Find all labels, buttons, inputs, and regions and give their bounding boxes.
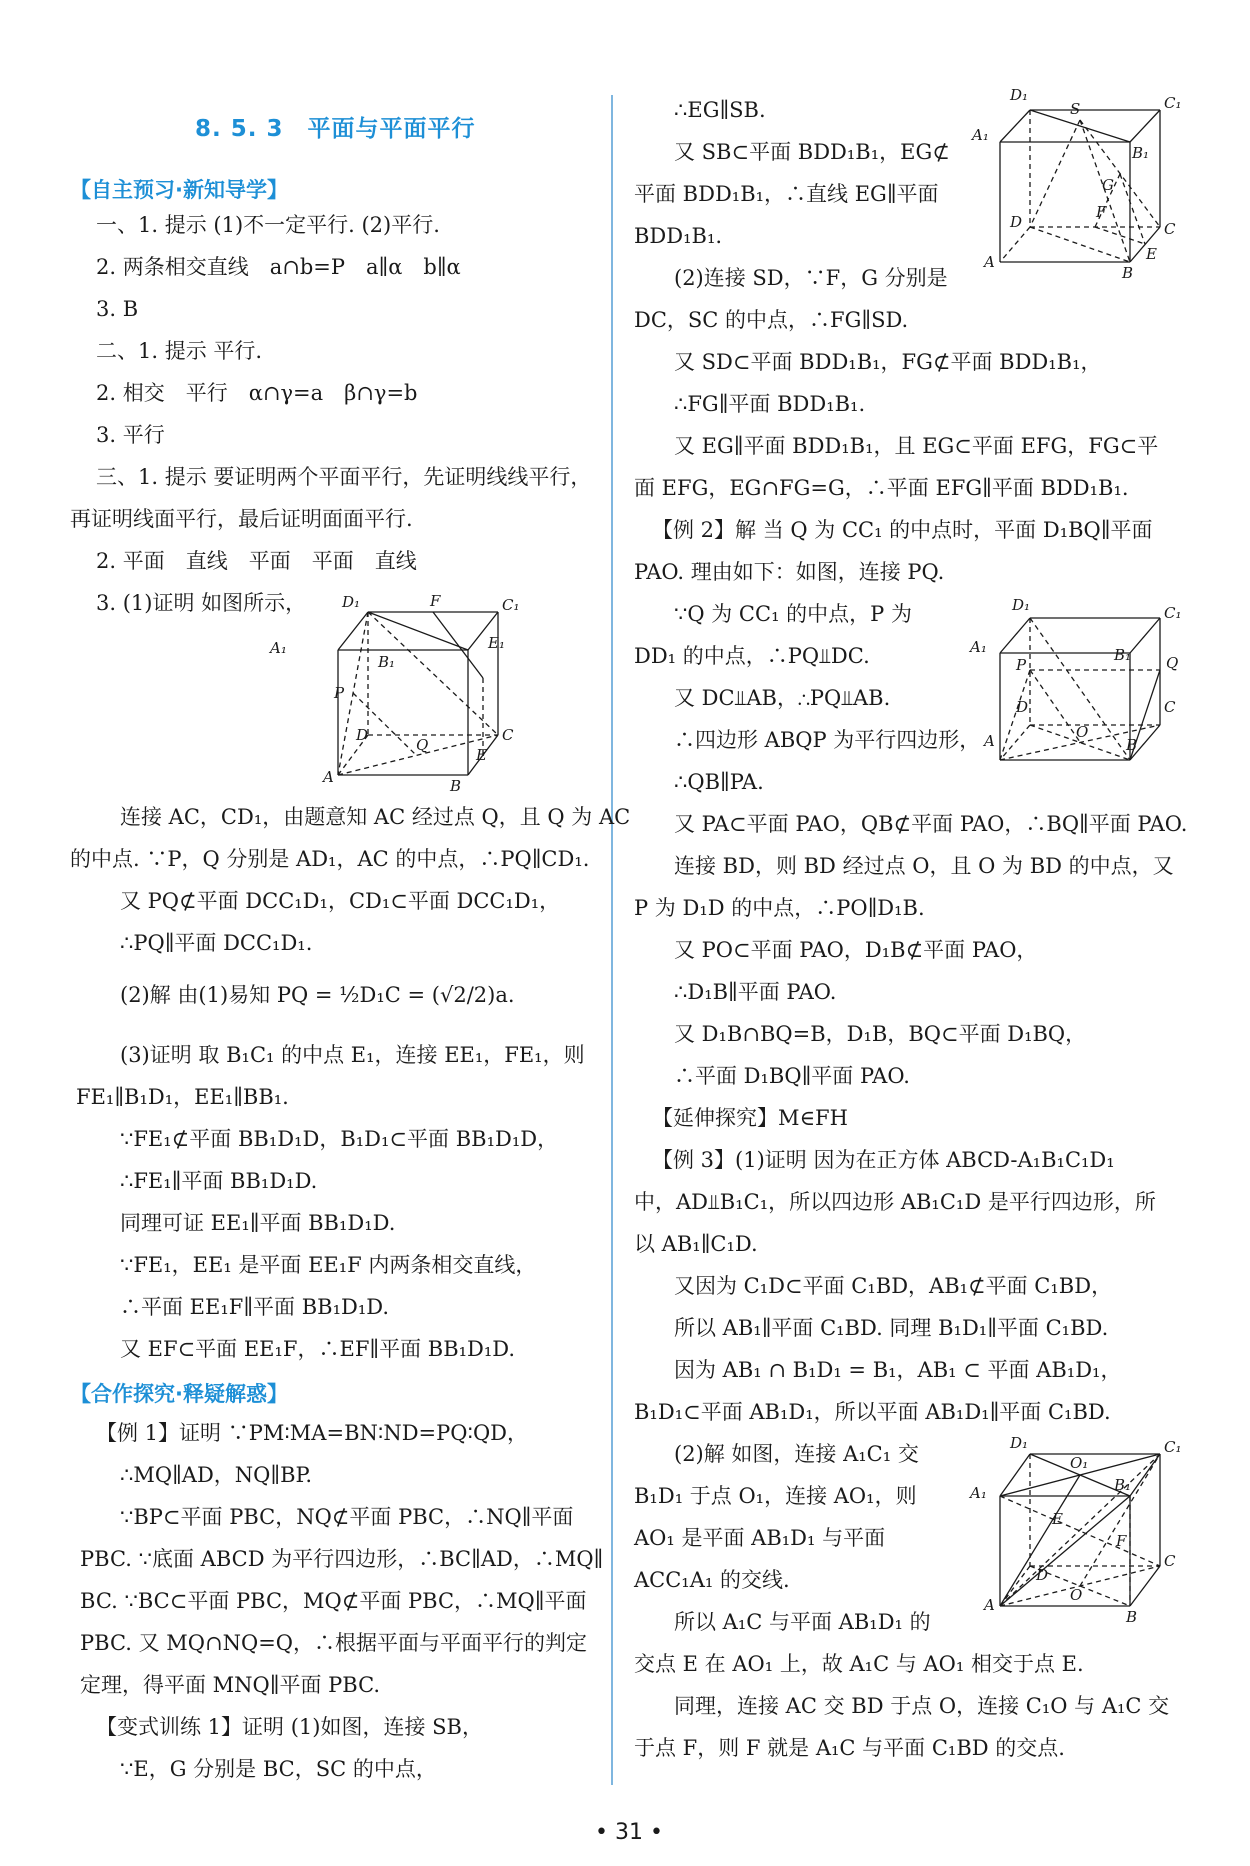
text-line: (2)解 由(1)易知 PQ = ½D₁C = (√2/2)a. <box>120 983 515 1007</box>
vertex-label: A <box>323 768 334 786</box>
vertex-label: C <box>1164 698 1176 716</box>
text-line: 所以 AB₁∥平面 C₁BD. 同理 B₁D₁∥平面 C₁BD. <box>674 1316 1109 1340</box>
text-line: 再证明线面平行，最后证明面面平行. <box>70 507 413 531</box>
text-line: 2. 相交 平行 α∩γ=a β∩γ=b <box>96 381 418 405</box>
vertex-label: Q <box>1166 654 1179 672</box>
text-line: 又 PQ⊄平面 DCC₁D₁，CD₁⊂平面 DCC₁D₁， <box>120 889 561 913</box>
text-line: ∴PQ∥平面 DCC₁D₁. <box>120 931 313 955</box>
text-line: 【变式训练 1】证明 (1)如图，连接 SB， <box>96 1715 483 1739</box>
vertex-label: A <box>984 1596 995 1614</box>
text-line: ∵E，G 分别是 BC，SC 的中点， <box>120 1757 437 1781</box>
vertex-label: A <box>984 253 995 271</box>
text-line: ∴QB∥PA. <box>674 770 764 794</box>
vertex-label: P <box>1016 656 1027 674</box>
text-line: 又 DC⫫AB，∴PQ⫫AB. <box>674 686 891 710</box>
text-line: ∵FE₁⊄平面 BB₁D₁D，B₁D₁⊂平面 BB₁D₁D， <box>120 1127 559 1151</box>
text-line: 又 PO⊂平面 PAO，D₁B⊄平面 PAO， <box>674 938 1038 962</box>
text-line: 又 EF⊂平面 EE₁F，∴EF∥平面 BB₁D₁D. <box>120 1337 516 1361</box>
text-line: 以 AB₁∥C₁D. <box>634 1232 758 1256</box>
text-line: PBC. 又 MQ∩NQ=Q，∴根据平面与平面平行的判定 <box>80 1631 588 1655</box>
text-line: AO₁ 是平面 AB₁D₁ 与平面 <box>634 1526 886 1550</box>
vertex-label: D₁ <box>342 593 361 611</box>
vertex-label: G <box>1102 176 1114 194</box>
vertex-label: C₁ <box>1164 604 1182 622</box>
vertex-label: A₁ <box>270 639 287 657</box>
vertex-label: B₁ <box>1114 1476 1132 1494</box>
vertex-label: O <box>1070 1586 1083 1604</box>
vertex-label: B₁ <box>1132 144 1150 162</box>
text-line: ∵BP⊂平面 PBC，NQ⊄平面 PBC，∴NQ∥平面 <box>120 1505 574 1529</box>
vertex-label: C₁ <box>502 596 520 614</box>
text-line: 2. 平面 直线 平面 平面 直线 <box>96 549 417 573</box>
text-line: 中，AD⫫B₁C₁，所以四边形 AB₁C₁D 是平行四边形，所 <box>634 1190 1156 1214</box>
text-line: ∴FG∥平面 BDD₁B₁. <box>674 392 866 416</box>
vertex-label: Q <box>416 736 429 754</box>
text-line: 3. B <box>96 297 139 321</box>
column-divider <box>611 95 613 1785</box>
text-line: 定理，得平面 MNQ∥平面 PBC. <box>80 1673 381 1697</box>
vertex-label: C <box>502 726 514 744</box>
vertex-label: B <box>1122 264 1134 282</box>
cube-figure-4 <box>970 1434 1182 1638</box>
section-heading-explore: 【合作探究·释疑解惑】 <box>70 1382 288 1406</box>
vertex-label: A₁ <box>972 126 989 144</box>
text-line: ∴平面 EE₁F∥平面 BB₁D₁D. <box>120 1295 390 1319</box>
vertex-label: B₁ <box>1114 646 1132 664</box>
vertex-label: A₁ <box>970 638 987 656</box>
vertex-label: D <box>1036 1566 1049 1584</box>
page-number: • 31 • <box>595 1820 663 1845</box>
text-line: 又 SD⊂平面 BDD₁B₁，FG⊄平面 BDD₁B₁， <box>674 350 1102 374</box>
text-line: FE₁∥B₁D₁，EE₁∥BB₁. <box>76 1085 289 1109</box>
text-line: 又因为 C₁D⊂平面 C₁BD，AB₁⊄平面 C₁BD， <box>674 1274 1113 1298</box>
text-line: 又 SB⊂平面 BDD₁B₁，EG⊄ <box>674 140 950 164</box>
text-line: 2. 两条相交直线 a∩b=P a∥α b∥α <box>96 255 461 279</box>
text-line: 同理，连接 AC 交 BD 于点 O，连接 C₁O 与 A₁C 交 <box>674 1694 1170 1718</box>
text-line: ∴D₁B∥平面 PAO. <box>674 980 837 1004</box>
vertex-label: E <box>476 746 487 764</box>
vertex-label: B <box>450 777 462 795</box>
text-line: 因为 AB₁ ∩ B₁D₁ = B₁，AB₁ ⊂ 平面 AB₁D₁， <box>674 1358 1122 1382</box>
text-line: 【例 2】解 当 Q 为 CC₁ 的中点时，平面 D₁BQ∥平面 <box>652 518 1153 542</box>
text-line: (2)解 如图，连接 A₁C₁ 交 <box>674 1442 919 1466</box>
text-line: 平面 BDD₁B₁，∴直线 EG∥平面 <box>634 182 939 206</box>
vertex-label: C₁ <box>1164 1438 1182 1456</box>
text-line: PBC. ∵底面 ABCD 为平行四边形，∴BC∥AD，∴MQ∥ <box>80 1547 604 1571</box>
text-line: 又 EG∥平面 BDD₁B₁，且 EG⊂平面 EFG，FG⊂平 <box>674 434 1159 458</box>
vertex-label: A <box>984 732 995 750</box>
vertex-label: D <box>1010 213 1023 231</box>
vertex-label: D <box>1016 698 1029 716</box>
vertex-label: P <box>334 684 345 702</box>
text-line: 三、1. 提示 要证明两个平面平行，先证明线线平行， <box>96 465 592 489</box>
text-line: 又 D₁B∩BQ=B，D₁B，BQ⊂平面 D₁BQ， <box>674 1022 1087 1046</box>
text-line: ∴EG∥SB. <box>674 98 766 122</box>
text-line: (3)证明 取 B₁C₁ 的中点 E₁，连接 EE₁，FE₁，则 <box>120 1043 585 1067</box>
cube-figure-1 <box>270 590 520 795</box>
vertex-label: O₁ <box>1070 1454 1089 1472</box>
text-line: ∴FE₁∥平面 BB₁D₁D. <box>120 1169 318 1193</box>
vertex-label: B₁ <box>378 653 396 671</box>
vertex-label: F <box>1116 1532 1127 1550</box>
vertex-label: C <box>1164 220 1176 238</box>
vertex-label: D₁ <box>1010 1434 1029 1452</box>
text-line: BDD₁B₁. <box>634 224 723 248</box>
vertex-label: F <box>430 592 441 610</box>
text-line: ∴平面 D₁BQ∥平面 PAO. <box>674 1064 910 1088</box>
text-line: (2)连接 SD，∵F，G 分别是 <box>674 266 948 290</box>
vertex-label: E <box>1146 245 1157 263</box>
text-line: ∵Q 为 CC₁ 的中点，P 为 <box>674 602 912 626</box>
vertex-label: D₁ <box>1010 86 1029 104</box>
text-line: 【延伸探究】M∈FH <box>652 1106 848 1130</box>
text-line: B₁D₁ 于点 O₁，连接 AO₁，则 <box>634 1484 917 1508</box>
vertex-label: E <box>1052 1510 1063 1528</box>
text-line: P 为 D₁D 的中点，∴PO∥D₁B. <box>634 896 925 920</box>
text-line: 面 EFG，EG∩FG=G，∴平面 EFG∥平面 BDD₁B₁. <box>634 476 1129 500</box>
text-line: 连接 BD，则 BD 经过点 O，且 O 为 BD 的中点，又 <box>674 854 1174 878</box>
vertex-label: B <box>1126 736 1138 754</box>
text-line: ACC₁A₁ 的交线. <box>634 1568 790 1592</box>
text-line: ∴四边形 ABQP 为平行四边形， <box>674 728 981 752</box>
vertex-label: F <box>1096 203 1107 221</box>
vertex-label: C₁ <box>1164 94 1182 112</box>
text-line: 【例 1】证明 ∵PM∶MA=BN∶ND=PQ∶QD， <box>96 1421 529 1445</box>
text-line: 所以 A₁C 与平面 AB₁D₁ 的 <box>674 1610 931 1634</box>
text-line: ∴MQ∥AD，NQ∥BP. <box>120 1463 313 1487</box>
text-line: 于点 F，则 F 就是 A₁C 与平面 C₁BD 的交点. <box>634 1736 1065 1760</box>
vertex-label: A₁ <box>970 1484 987 1502</box>
section-heading-preview: 【自主预习·新知导学】 <box>70 178 288 202</box>
text-line: BC. ∵BC⊂平面 PBC，MQ⊄平面 PBC，∴MQ∥平面 <box>80 1589 587 1613</box>
vertex-label: D <box>356 726 369 744</box>
text-line: 又 PA⊂平面 PAO，QB⊄平面 PAO，∴BQ∥平面 PAO. <box>674 812 1188 836</box>
text-line: ∵FE₁，EE₁ 是平面 EE₁F 内两条相交直线， <box>120 1253 537 1277</box>
vertex-label: E₁ <box>488 634 505 652</box>
cube-figure-3 <box>970 596 1182 800</box>
cube-figure-2 <box>972 86 1182 292</box>
vertex-label: D₁ <box>1012 596 1031 614</box>
text-line: 连接 AC，CD₁，由题意知 AC 经过点 Q，且 Q 为 AC <box>120 805 631 829</box>
text-line: 3. (1)证明 如图所示， <box>96 591 307 615</box>
text-line: 二、1. 提示 平行. <box>96 339 263 363</box>
vertex-label: C <box>1164 1552 1176 1570</box>
text-line: DD₁ 的中点，∴PQ⫫DC. <box>634 644 870 668</box>
text-line: PAO. 理由如下：如图，连接 PQ. <box>634 560 945 584</box>
text-line: 同理可证 EE₁∥平面 BB₁D₁D. <box>120 1211 396 1235</box>
text-line: 的中点. ∵P，Q 分别是 AD₁，AC 的中点，∴PQ∥CD₁. <box>70 847 590 871</box>
text-line: DC，SC 的中点，∴FG∥SD. <box>634 308 909 332</box>
text-line: 【例 3】(1)证明 因为在正方体 ABCD-A₁B₁C₁D₁ <box>652 1148 1115 1172</box>
vertex-label: O <box>1076 723 1089 741</box>
vertex-label: S <box>1070 100 1081 118</box>
text-line: B₁D₁⊂平面 AB₁D₁，所以平面 AB₁D₁∥平面 C₁BD. <box>634 1400 1111 1424</box>
page-title: 8. 5. 3 平面与平面平行 <box>195 116 476 142</box>
text-line: 3. 平行 <box>96 423 165 447</box>
text-line: 一、1. 提示 (1)不一定平行. (2)平行. <box>96 213 440 237</box>
text-line: 交点 E 在 AO₁ 上，故 A₁C 与 AO₁ 相交于点 E. <box>634 1652 1084 1676</box>
vertex-label: B <box>1126 1608 1138 1626</box>
